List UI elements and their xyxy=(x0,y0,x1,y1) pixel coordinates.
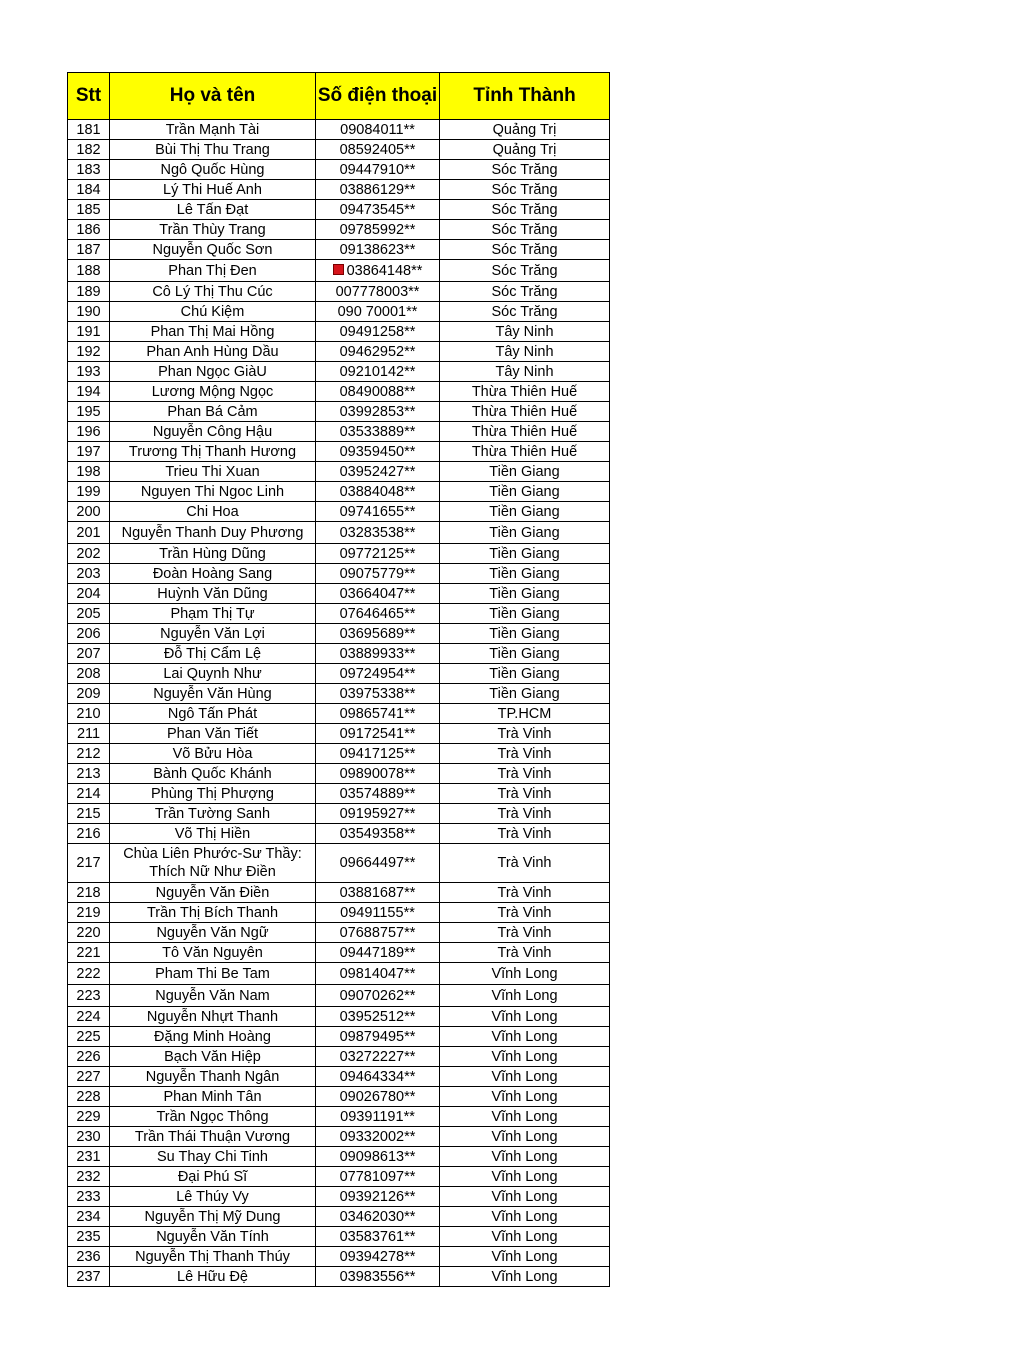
cell-phone: 09075779** xyxy=(316,564,440,584)
cell-phone: 09026780** xyxy=(316,1087,440,1107)
cell-stt: 185 xyxy=(68,200,110,220)
cell-phone: 09741655** xyxy=(316,502,440,522)
cell-province: Tiền Giang xyxy=(440,502,610,522)
cell-stt: 200 xyxy=(68,502,110,522)
cell-stt: 184 xyxy=(68,180,110,200)
cell-phone: 09879495** xyxy=(316,1027,440,1047)
cell-name: Nguyễn Văn Nam xyxy=(110,985,316,1007)
cell-province: Trà Vinh xyxy=(440,883,610,903)
cell-stt: 217 xyxy=(68,844,110,883)
cell-name: Lê Hữu Đệ xyxy=(110,1267,316,1287)
table-row xyxy=(68,282,610,302)
cell-name: Trương Thị Thanh Hương xyxy=(110,442,316,462)
cell-phone: 09391191** xyxy=(316,1107,440,1127)
cell-phone: 09491258** xyxy=(316,322,440,342)
cell-name: Đại Phú Sĩ xyxy=(110,1167,316,1187)
table-row xyxy=(68,664,610,684)
cell-name: Nguyễn Văn Ngữ xyxy=(110,923,316,943)
cell-name: Chi Hoa xyxy=(110,502,316,522)
cell-phone: 03272227** xyxy=(316,1047,440,1067)
cell-stt: 229 xyxy=(68,1107,110,1127)
cell-phone: 09464334** xyxy=(316,1067,440,1087)
cell-name: Bùi Thị Thu Trang xyxy=(110,140,316,160)
cell-name: Nguyễn Văn Tính xyxy=(110,1227,316,1247)
cell-stt: 237 xyxy=(68,1267,110,1287)
cell-stt: 183 xyxy=(68,160,110,180)
cell-stt: 193 xyxy=(68,362,110,382)
cell-name: Lương Mộng Ngọc xyxy=(110,382,316,402)
cell-name: Trần Thái Thuận Vương xyxy=(110,1127,316,1147)
header-name: Họ và tên xyxy=(110,73,316,120)
cell-name: Phan Ngọc GiàU xyxy=(110,362,316,382)
cell-name: Trần Tường Sanh xyxy=(110,804,316,824)
cell-province: Tiền Giang xyxy=(440,644,610,664)
cell-stt: 192 xyxy=(68,342,110,362)
cell-province: Vĩnh Long xyxy=(440,1207,610,1227)
table-row xyxy=(68,1247,610,1267)
cell-stt: 191 xyxy=(68,322,110,342)
cell-stt: 225 xyxy=(68,1027,110,1047)
cell-stt: 236 xyxy=(68,1247,110,1267)
cell-name: Lê Tấn Đạt xyxy=(110,200,316,220)
cell-phone: 08592405** xyxy=(316,140,440,160)
cell-phone: 03992853** xyxy=(316,402,440,422)
cell-province: Thừa Thiên Huế xyxy=(440,402,610,422)
cell-province: Vĩnh Long xyxy=(440,1187,610,1207)
cell-province: Sóc Trăng xyxy=(440,240,610,260)
cell-name: Đỗ Thị Cẩm Lệ xyxy=(110,644,316,664)
cell-stt: 233 xyxy=(68,1187,110,1207)
table-row xyxy=(68,564,610,584)
cell-province: Sóc Trăng xyxy=(440,302,610,322)
cell-name: Phùng Thị Phượng xyxy=(110,784,316,804)
cell-stt: 206 xyxy=(68,624,110,644)
cell-province: Tiền Giang xyxy=(440,604,610,624)
cell-phone: 09664497** xyxy=(316,844,440,883)
cell-phone: 09724954** xyxy=(316,664,440,684)
cell-stt: 189 xyxy=(68,282,110,302)
cell-phone: 007778003** xyxy=(316,282,440,302)
cell-phone: 09392126** xyxy=(316,1187,440,1207)
cell-name: Huỳnh Văn Dũng xyxy=(110,584,316,604)
cell-stt: 194 xyxy=(68,382,110,402)
cell-name: Trieu Thi Xuan xyxy=(110,462,316,482)
cell-phone: 03574889** xyxy=(316,784,440,804)
cell-stt: 196 xyxy=(68,422,110,442)
header-phone: Số điện thoại xyxy=(316,73,440,120)
cell-name: Nguyễn Văn Lợi xyxy=(110,624,316,644)
table-row xyxy=(68,744,610,764)
cell-name: Phan Minh Tân xyxy=(110,1087,316,1107)
cell-stt: 216 xyxy=(68,824,110,844)
cell-province: Vĩnh Long xyxy=(440,985,610,1007)
cell-province: Trà Vinh xyxy=(440,844,610,883)
table-row xyxy=(68,844,610,883)
cell-stt: 219 xyxy=(68,903,110,923)
cell-phone: 03695689** xyxy=(316,624,440,644)
cell-province: TP.HCM xyxy=(440,704,610,724)
cell-province: Quảng Trị xyxy=(440,140,610,160)
table-row xyxy=(68,544,610,564)
cell-stt: 188 xyxy=(68,260,110,282)
cell-province: Trà Vinh xyxy=(440,744,610,764)
cell-stt: 214 xyxy=(68,784,110,804)
table-row xyxy=(68,462,610,482)
cell-stt: 195 xyxy=(68,402,110,422)
cell-phone: 09772125** xyxy=(316,544,440,564)
cell-province: Trà Vinh xyxy=(440,943,610,963)
header-province: Tỉnh Thành xyxy=(440,73,610,120)
cell-province: Tiền Giang xyxy=(440,584,610,604)
header-row xyxy=(68,73,610,120)
table-row xyxy=(68,442,610,462)
cell-stt: 222 xyxy=(68,963,110,985)
cell-province: Trà Vinh xyxy=(440,903,610,923)
cell-name: Bạch Văn Hiệp xyxy=(110,1047,316,1067)
cell-name: Phan Anh Hùng Dầu xyxy=(110,342,316,362)
cell-province: Trà Vinh xyxy=(440,764,610,784)
cell-phone: 09332002** xyxy=(316,1127,440,1147)
cell-name: Bành Quốc Khánh xyxy=(110,764,316,784)
cell-name: Nguyễn Văn Hùng xyxy=(110,684,316,704)
cell-name: Nguyễn Quốc Sơn xyxy=(110,240,316,260)
cell-province: Vĩnh Long xyxy=(440,1067,610,1087)
cell-phone: 07688757** xyxy=(316,923,440,943)
cell-phone: 03983556** xyxy=(316,1267,440,1287)
cell-phone: 09210142** xyxy=(316,362,440,382)
cell-phone: 09890078** xyxy=(316,764,440,784)
cell-name: Chùa Liên Phước-Sư Thầy: Thích Nữ Như Điền xyxy=(110,844,316,883)
table-row xyxy=(68,1007,610,1027)
cell-name: Chú Kiệm xyxy=(110,302,316,322)
cell-stt: 208 xyxy=(68,664,110,684)
cell-province: Vĩnh Long xyxy=(440,1047,610,1067)
cell-phone: 09462952** xyxy=(316,342,440,362)
cell-province: Vĩnh Long xyxy=(440,1167,610,1187)
cell-phone: 09785992** xyxy=(316,220,440,240)
cell-phone: 090 70001** xyxy=(316,302,440,322)
table-row xyxy=(68,362,610,382)
table-row xyxy=(68,1267,610,1287)
cell-name: Tô Văn Nguyên xyxy=(110,943,316,963)
cell-name: Nguyen Thi Ngoc Linh xyxy=(110,482,316,502)
cell-province: Tiền Giang xyxy=(440,522,610,544)
cell-stt: 220 xyxy=(68,923,110,943)
cell-name: Lê Thúy Vy xyxy=(110,1187,316,1207)
table-row xyxy=(68,604,610,624)
cell-phone: 03462030** xyxy=(316,1207,440,1227)
cell-name: Nguyễn Nhựt Thanh xyxy=(110,1007,316,1027)
cell-stt: 202 xyxy=(68,544,110,564)
cell-name: Nguyễn Thị Mỹ Dung xyxy=(110,1207,316,1227)
table-row xyxy=(68,1027,610,1047)
table-row xyxy=(68,422,610,442)
cell-phone: 09473545** xyxy=(316,200,440,220)
table-row xyxy=(68,644,610,664)
cell-phone: 09172541** xyxy=(316,724,440,744)
cell-province: Vĩnh Long xyxy=(440,1247,610,1267)
cell-province: Vĩnh Long xyxy=(440,1147,610,1167)
cell-stt: 205 xyxy=(68,604,110,624)
table-row xyxy=(68,160,610,180)
table-row xyxy=(68,382,610,402)
cell-province: Vĩnh Long xyxy=(440,1227,610,1247)
cell-stt: 182 xyxy=(68,140,110,160)
cell-phone: 09138623** xyxy=(316,240,440,260)
cell-name: Ngô Quốc Hùng xyxy=(110,160,316,180)
cell-stt: 230 xyxy=(68,1127,110,1147)
cell-phone: 03583761** xyxy=(316,1227,440,1247)
cell-province: Thừa Thiên Huế xyxy=(440,422,610,442)
table-row xyxy=(68,1207,610,1227)
table-row xyxy=(68,1187,610,1207)
cell-province: Sóc Trăng xyxy=(440,160,610,180)
cell-stt: 199 xyxy=(68,482,110,502)
table-row xyxy=(68,985,610,1007)
cell-phone: 03884048** xyxy=(316,482,440,502)
table-row xyxy=(68,220,610,240)
table-row xyxy=(68,120,610,140)
cell-province: Vĩnh Long xyxy=(440,1127,610,1147)
cell-province: Thừa Thiên Huế xyxy=(440,382,610,402)
cell-phone: 08490088** xyxy=(316,382,440,402)
cell-name: Ngô Tấn Phát xyxy=(110,704,316,724)
cell-stt: 235 xyxy=(68,1227,110,1247)
cell-name: Su Thay Chi Tinh xyxy=(110,1147,316,1167)
cell-province: Sóc Trăng xyxy=(440,180,610,200)
table-row xyxy=(68,784,610,804)
cell-name: Phan Thị Mai Hồng xyxy=(110,322,316,342)
table-row xyxy=(68,804,610,824)
cell-stt: 207 xyxy=(68,644,110,664)
table-row xyxy=(68,883,610,903)
table-row xyxy=(68,584,610,604)
cell-province: Sóc Trăng xyxy=(440,282,610,302)
red-marker-icon xyxy=(333,264,344,275)
cell-phone: 09195927** xyxy=(316,804,440,824)
cell-name: Nguyễn Văn Điền xyxy=(110,883,316,903)
table-row xyxy=(68,1107,610,1127)
cell-stt: 203 xyxy=(68,564,110,584)
table-row xyxy=(68,180,610,200)
cell-province: Vĩnh Long xyxy=(440,1027,610,1047)
cell-name: Trần Hùng Dũng xyxy=(110,544,316,564)
table-row xyxy=(68,502,610,522)
cell-province: Tiền Giang xyxy=(440,664,610,684)
cell-phone: 09070262** xyxy=(316,985,440,1007)
table-row xyxy=(68,903,610,923)
table-row xyxy=(68,724,610,744)
table-row xyxy=(68,482,610,502)
cell-phone: 09447910** xyxy=(316,160,440,180)
cell-name: Trần Thùy Trang xyxy=(110,220,316,240)
cell-phone: 09865741** xyxy=(316,704,440,724)
cell-phone: 03952427** xyxy=(316,462,440,482)
cell-phone xyxy=(316,260,440,282)
cell-province: Tây Ninh xyxy=(440,322,610,342)
phone-text: 03864148** xyxy=(346,262,423,279)
table-row xyxy=(68,260,610,282)
contact-table xyxy=(67,72,610,1287)
cell-stt: 213 xyxy=(68,764,110,784)
cell-name: Đoàn Hoàng Sang xyxy=(110,564,316,584)
cell-name: Đặng Minh Hoàng xyxy=(110,1027,316,1047)
cell-phone: 09394278** xyxy=(316,1247,440,1267)
cell-stt: 232 xyxy=(68,1167,110,1187)
cell-province: Tiền Giang xyxy=(440,564,610,584)
table-row xyxy=(68,200,610,220)
cell-name: Võ Thị Hiền xyxy=(110,824,316,844)
cell-phone: 09084011** xyxy=(316,120,440,140)
table-row xyxy=(68,1127,610,1147)
table-body xyxy=(68,120,610,1287)
cell-phone: 07781097** xyxy=(316,1167,440,1187)
table-row xyxy=(68,963,610,985)
cell-province: Tiền Giang xyxy=(440,544,610,564)
cell-stt: 190 xyxy=(68,302,110,322)
cell-province: Tây Ninh xyxy=(440,342,610,362)
cell-province: Trà Vinh xyxy=(440,824,610,844)
cell-province: Sóc Trăng xyxy=(440,200,610,220)
cell-phone: 09417125** xyxy=(316,744,440,764)
cell-name: Nguyễn Thanh Ngân xyxy=(110,1067,316,1087)
table-row xyxy=(68,1067,610,1087)
cell-province: Vĩnh Long xyxy=(440,1007,610,1027)
cell-phone: 09359450** xyxy=(316,442,440,462)
cell-stt: 234 xyxy=(68,1207,110,1227)
table-row xyxy=(68,322,610,342)
cell-province: Trà Vinh xyxy=(440,784,610,804)
cell-province: Trà Vinh xyxy=(440,804,610,824)
cell-name: Trần Ngọc Thông xyxy=(110,1107,316,1127)
cell-stt: 215 xyxy=(68,804,110,824)
cell-stt: 224 xyxy=(68,1007,110,1027)
cell-phone: 03952512** xyxy=(316,1007,440,1027)
cell-stt: 197 xyxy=(68,442,110,462)
cell-name: Trần Mạnh Tài xyxy=(110,120,316,140)
cell-province: Tiền Giang xyxy=(440,684,610,704)
cell-phone: 07646465** xyxy=(316,604,440,624)
cell-phone: 03889933** xyxy=(316,644,440,664)
cell-name: Lai Quynh Như xyxy=(110,664,316,684)
table-row xyxy=(68,923,610,943)
cell-stt: 223 xyxy=(68,985,110,1007)
cell-phone: 09491155** xyxy=(316,903,440,923)
cell-phone: 03886129** xyxy=(316,180,440,200)
cell-name: Lý Thi Huế Anh xyxy=(110,180,316,200)
cell-stt: 181 xyxy=(68,120,110,140)
cell-province: Trà Vinh xyxy=(440,724,610,744)
table-row xyxy=(68,1087,610,1107)
cell-phone: 03664047** xyxy=(316,584,440,604)
table-row xyxy=(68,684,610,704)
cell-phone: 09814047** xyxy=(316,963,440,985)
cell-stt: 204 xyxy=(68,584,110,604)
table-row xyxy=(68,1167,610,1187)
table-row xyxy=(68,624,610,644)
cell-stt: 227 xyxy=(68,1067,110,1087)
cell-name: Pham Thi Be Tam xyxy=(110,963,316,985)
table-row xyxy=(68,824,610,844)
table-row xyxy=(68,402,610,422)
cell-name: Phan Văn Tiết xyxy=(110,724,316,744)
cell-phone: 03549358** xyxy=(316,824,440,844)
cell-province: Quảng Trị xyxy=(440,120,610,140)
cell-name: Nguyễn Thanh Duy Phương xyxy=(110,522,316,544)
cell-phone: 09447189** xyxy=(316,943,440,963)
table-row xyxy=(68,943,610,963)
cell-name: Phan Bá Cảm xyxy=(110,402,316,422)
cell-stt: 212 xyxy=(68,744,110,764)
cell-stt: 186 xyxy=(68,220,110,240)
cell-name: Phan Thị Đen xyxy=(110,260,316,282)
cell-province: Thừa Thiên Huế xyxy=(440,442,610,462)
cell-province: Tiền Giang xyxy=(440,624,610,644)
cell-province: Vĩnh Long xyxy=(440,1267,610,1287)
cell-stt: 209 xyxy=(68,684,110,704)
cell-stt: 198 xyxy=(68,462,110,482)
table-row xyxy=(68,522,610,544)
header-stt: Stt xyxy=(68,73,110,120)
table-row xyxy=(68,1147,610,1167)
cell-stt: 211 xyxy=(68,724,110,744)
cell-province: Tiền Giang xyxy=(440,462,610,482)
cell-phone: 03881687** xyxy=(316,883,440,903)
cell-stt: 187 xyxy=(68,240,110,260)
table-row xyxy=(68,704,610,724)
cell-province: Sóc Trăng xyxy=(440,220,610,240)
cell-stt: 228 xyxy=(68,1087,110,1107)
table-row xyxy=(68,240,610,260)
cell-province: Tây Ninh xyxy=(440,362,610,382)
table-row xyxy=(68,1047,610,1067)
table-row xyxy=(68,302,610,322)
table-row xyxy=(68,1227,610,1247)
cell-name: Nguyễn Công Hậu xyxy=(110,422,316,442)
table-row xyxy=(68,764,610,784)
cell-province: Sóc Trăng xyxy=(440,260,610,282)
cell-name: Trần Thị Bích Thanh xyxy=(110,903,316,923)
cell-stt: 221 xyxy=(68,943,110,963)
cell-stt: 218 xyxy=(68,883,110,903)
cell-province: Vĩnh Long xyxy=(440,963,610,985)
cell-name: Phạm Thị Tự xyxy=(110,604,316,624)
cell-name: Nguyễn Thị Thanh Thúy xyxy=(110,1247,316,1267)
cell-stt: 231 xyxy=(68,1147,110,1167)
cell-province: Vĩnh Long xyxy=(440,1087,610,1107)
cell-phone: 09098613** xyxy=(316,1147,440,1167)
cell-province: Trà Vinh xyxy=(440,923,610,943)
table-row xyxy=(68,140,610,160)
cell-province: Tiền Giang xyxy=(440,482,610,502)
cell-name: Cô Lý Thị Thu Cúc xyxy=(110,282,316,302)
cell-stt: 201 xyxy=(68,522,110,544)
cell-phone: 03283538** xyxy=(316,522,440,544)
cell-phone: 03533889** xyxy=(316,422,440,442)
cell-stt: 210 xyxy=(68,704,110,724)
cell-phone: 03975338** xyxy=(316,684,440,704)
cell-province: Vĩnh Long xyxy=(440,1107,610,1127)
table-row xyxy=(68,342,610,362)
cell-stt: 226 xyxy=(68,1047,110,1067)
cell-name: Võ Bửu Hòa xyxy=(110,744,316,764)
